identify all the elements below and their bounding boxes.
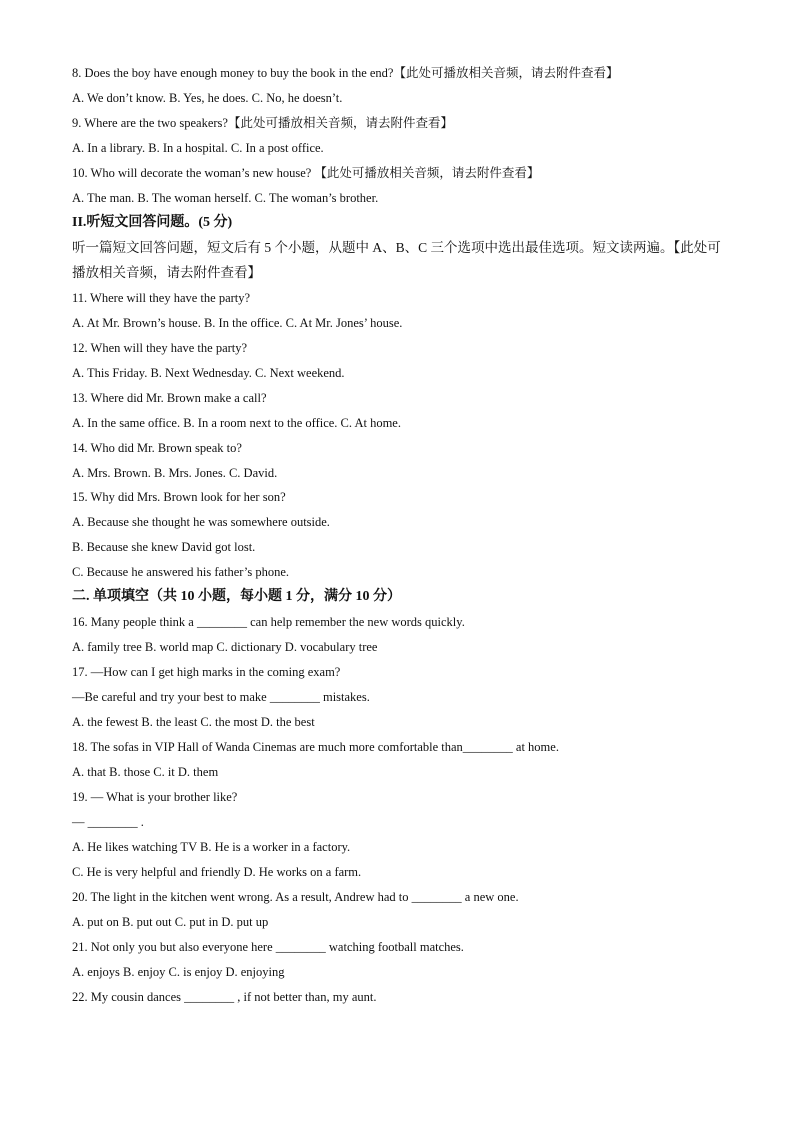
question-8: 8. Does the boy have enough money to buy the book in the end?【此处可播放相关音频，请去附件查看】 bbox=[72, 66, 619, 80]
question-10: 10. Who will decorate the woman’s new house? 【此处可播放相关音频，请去附件查看】 bbox=[72, 166, 540, 180]
question-14: 14. Who did Mr. Brown speak to? bbox=[72, 441, 242, 455]
question-17-reply: —Be careful and try your best to make ________ mistakes. bbox=[72, 690, 370, 704]
question-20: 20. The light in the kitchen went wrong. As a result, Andrew had to ________ a new one. bbox=[72, 890, 519, 904]
options-14: A. Mrs. Brown. B. Mrs. Jones. C. David. bbox=[72, 466, 278, 480]
options-10: A. The man. B. The woman herself. C. The woman’s brother. bbox=[72, 191, 379, 205]
options-11: A. At Mr. Brown’s house. B. In the office. C. At Mr. Jones’ house. bbox=[72, 316, 403, 330]
question-19: 19. — What is your brother like? bbox=[72, 790, 238, 804]
options-8: A. We don’t know. B. Yes, he does. C. No, he doesn’t. bbox=[72, 91, 343, 105]
options-19-cd: C. He is very helpful and friendly D. He works on a farm. bbox=[72, 865, 362, 879]
question-19-reply: — ________ . bbox=[72, 815, 144, 829]
question-9: 9. Where are the two speakers?【此处可播放相关音频，请去附件查看】 bbox=[72, 116, 453, 130]
question-16: 16. Many people think a ________ can help remember the new words quickly. bbox=[72, 615, 465, 629]
section-instructions: 听一篇短文回答问题，短文后有 5 个小题，从题中 A、B、C 三个选项中选出最佳选项。短文读两遍。【此处可播放相关音频，请去附件查看】 bbox=[72, 240, 721, 280]
question-18: 18. The sofas in VIP Hall of Wanda Cinemas are much more comfortable than________ at home. bbox=[72, 740, 559, 754]
question-11: 11. Where will they have the party? bbox=[72, 291, 251, 305]
options-12: A. This Friday. B. Next Wednesday. C. Next weekend. bbox=[72, 366, 345, 380]
options-17: A. the fewest B. the least C. the most D. the best bbox=[72, 715, 315, 729]
question-15: 15. Why did Mrs. Brown look for her son? bbox=[72, 490, 286, 504]
section-heading-single-choice: 二. 单项填空（共 10 小题，每小题 1 分，满分 10 分） bbox=[72, 589, 401, 604]
question-22: 22. My cousin dances ________ , if not better than, my aunt. bbox=[72, 990, 377, 1004]
option-15c: C. Because he answered his father’s phone. bbox=[72, 565, 290, 579]
options-19-ab: A. He likes watching TV B. He is a worker in a factory. bbox=[72, 840, 351, 854]
option-15a: A. Because she thought he was somewhere outside. bbox=[72, 515, 330, 529]
options-9: A. In a library. B. In a hospital. C. In a post office. bbox=[72, 141, 324, 155]
question-21: 21. Not only you but also everyone here ________ watching football matches. bbox=[72, 940, 464, 954]
question-12: 12. When will they have the party? bbox=[72, 341, 248, 355]
options-16: A. family tree B. world map C. dictionary D. vocabulary tree bbox=[72, 640, 378, 654]
options-13: A. In the same office. B. In a room next to the office. C. At home. bbox=[72, 416, 401, 430]
options-20: A. put on B. put out C. put in D. put up bbox=[72, 915, 269, 929]
section-heading-listening-passage: II.听短文回答问题。(5 分) bbox=[72, 215, 233, 230]
options-18: A. that B. those C. it D. them bbox=[72, 765, 219, 779]
option-15b: B. Because she knew David got lost. bbox=[72, 540, 256, 554]
question-13: 13. Where did Mr. Brown make a call? bbox=[72, 391, 267, 405]
question-17: 17. —How can I get high marks in the coming exam? bbox=[72, 665, 341, 679]
options-21: A. enjoys B. enjoy C. is enjoy D. enjoying bbox=[72, 965, 285, 979]
